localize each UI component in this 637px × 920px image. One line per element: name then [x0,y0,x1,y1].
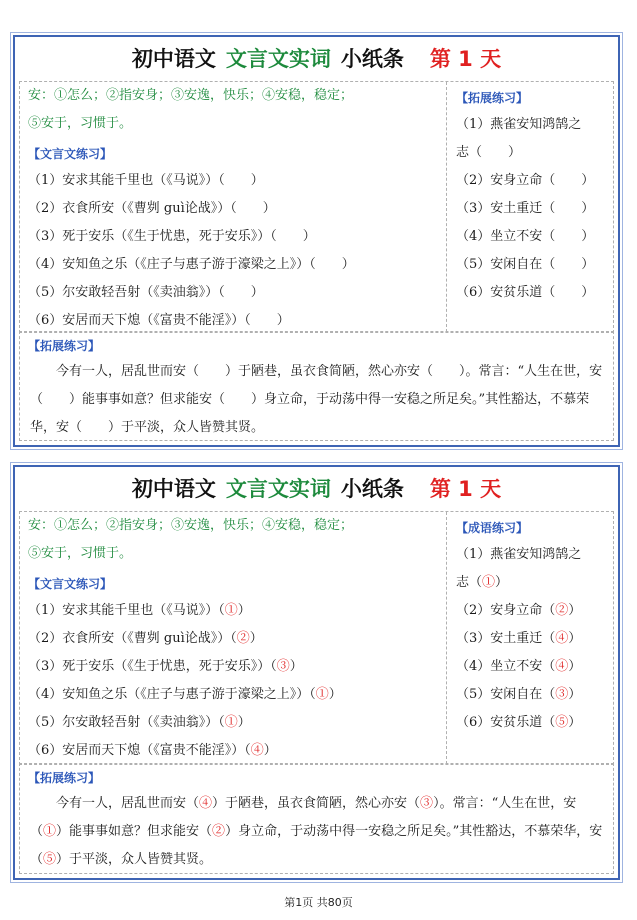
idiom-answer: （3）安土重迁（④） [456,631,582,646]
answer-item: （1）安求其能千里也（《马说》）（①） [28,603,251,618]
section-label-extension: 【拓展练习】 [456,91,529,105]
idiom-item: （1）燕雀安知鸿鹄之 [456,547,582,562]
section-label-idiom: 【成语练习】 [456,521,529,535]
idiom-item: 志（ ） [456,145,522,160]
answer-mark: ④ [250,743,264,758]
answer-mark: ③ [276,659,290,674]
extension-area [19,763,614,874]
answer-mark: ② [212,824,226,839]
exercise-item: （2）衣食所安（《曹刿 guì论战》）（ ） [28,201,276,216]
extension-paragraph: 今有一人，居乱世而安（ ）于陋巷，虽衣食简陋，然心亦安（ ）。常言：“人生在世，安（ ）能事事如意？但求能安（ ）身立命，于动荡中得一安稳之所足矣。”其性豁达，不慕荣华，安（ ）于平淡，众人皆赞其贤。 [30,364,603,435]
extension-area [19,331,614,441]
exercise-area [19,81,614,333]
answer-item: （2）衣食所安（《曹刿 guì论战》）（②） [28,631,263,646]
answer-mark: ⑤ [555,715,569,730]
exercise-item: （4）安知鱼之乐（《庄子与惠子游于濠梁之上》）（ ） [28,257,355,272]
title-part-3: 小纸条 [340,477,404,501]
answer-mark: ② [555,603,569,618]
idiom-item: （3）安土重迁（ ） [456,201,595,216]
section-label-extension: 【拓展练习】 [28,771,101,785]
title-day: 第 1 天 [429,477,502,501]
title-day: 第 1 天 [429,47,502,71]
exercise-item: （6）安居而天下熄（《富贵不能淫》）（ ） [28,313,290,328]
definition-line-1: 安：①怎么；②指安身；③安逸，快乐；④安稳，稳定； [28,518,354,533]
title-part-2: 文言文实词 [225,477,331,501]
answer-mark: ④ [199,796,213,811]
extension-paragraph-answers: 今有一人，居乱世而安（④）于陋巷，虽衣食简陋，然心亦安（③）。常言：“人生在世，安（①）能事事如意？但求能安（②）身立命，于动荡中得一安稳之所足矣。”其性豁达，不慕荣华，安（⑤）于平淡，众人皆赞其贤。 [30,796,603,867]
idiom-answer: （2）安身立命（②） [456,603,582,618]
column-divider [446,82,447,332]
answer-item: （6）安居而天下熄（《富贵不能淫》）（④） [28,743,277,758]
exercise-area [19,511,614,765]
title-part-2: 文言文实词 [225,47,331,71]
page-footer: 第1页 共80页 [284,896,353,909]
answer-item: （3）死于安乐（《生于忧患，死于安乐》）（③） [28,659,303,674]
title-part-3: 小纸条 [340,47,404,71]
idiom-answer: 志（①） [456,575,509,590]
card-title [15,467,618,511]
idiom-answer: （6）安贫乐道（⑤） [456,715,582,730]
column-divider [446,512,447,764]
section-label-classical: 【文言文练习】 [28,577,113,591]
question-card [13,35,620,447]
exercise-item: （3）死于安乐（《生于忧患，死于安乐》）（ ） [28,229,316,244]
idiom-answer: （4）坐立不安（④） [456,659,582,674]
card-title [15,37,618,81]
idiom-item: （2）安身立命（ ） [456,173,595,188]
answer-mark: ④ [555,631,569,646]
answer-item: （5）尔安敢轻吾射（《卖油翁》）（①） [28,715,251,730]
idiom-item: （4）坐立不安（ ） [456,229,595,244]
answer-mark: ① [482,575,496,590]
idiom-answer: （5）安闲自在（③） [456,687,582,702]
idiom-item: （6）安贫乐道（ ） [456,285,595,300]
idiom-item: （5）安闲自在（ ） [456,257,595,272]
answer-mark: ③ [555,687,569,702]
answer-mark: ① [43,824,57,839]
answer-mark: ③ [420,796,434,811]
title-part-1: 初中语文 [131,47,216,71]
answer-item: （4）安知鱼之乐（《庄子与惠子游于濠梁之上》）（①） [28,687,342,702]
definition-line-2: ⑤安于，习惯于。 [28,546,133,561]
answer-mark: ① [224,603,238,618]
section-label-classical: 【文言文练习】 [28,147,113,161]
title-part-1: 初中语文 [131,477,216,501]
exercise-item: （1）安求其能千里也（《马说》）（ ） [28,173,264,188]
answer-mark: ① [315,687,329,702]
answer-card [13,465,620,880]
definition-line-2: ⑤安于，习惯于。 [28,116,133,131]
answer-mark: ① [224,715,238,730]
answer-mark: ⑤ [43,852,57,867]
exercise-item: （5）尔安敢轻吾射（《卖油翁》）（ ） [28,285,264,300]
idiom-item: （1）燕雀安知鸿鹄之 [456,117,582,132]
answer-mark: ④ [555,659,569,674]
answer-mark: ② [236,631,250,646]
section-label-extension: 【拓展练习】 [28,339,101,353]
definition-line-1: 安：①怎么；②指安身；③安逸，快乐；④安稳，稳定； [28,88,354,103]
